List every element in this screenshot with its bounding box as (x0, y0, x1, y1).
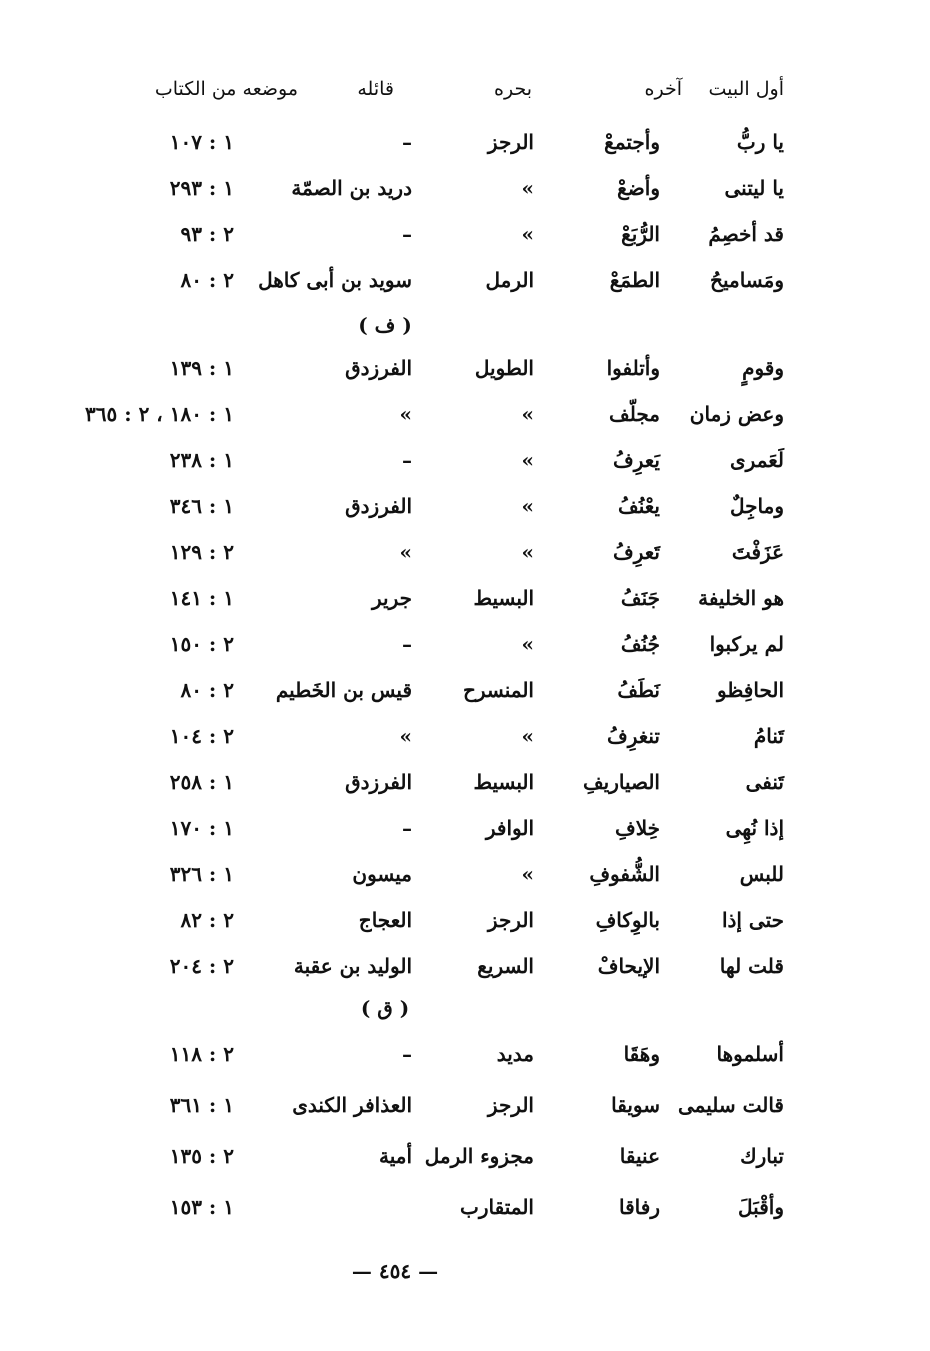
index-row (0, 856, 930, 892)
index-row (0, 580, 930, 616)
verse-meter: » (521, 402, 534, 426)
verse-first-word: تبارك (740, 1144, 784, 1168)
index-row (0, 442, 930, 478)
verse-first-word: عَزَفْتَ (731, 540, 784, 564)
verse-poet: » (399, 724, 412, 748)
verse-location: ١ : ٣٤٦ (169, 494, 234, 518)
verse-first-word: للبس (739, 862, 784, 886)
verse-first-word: ومَساميحُ (710, 268, 784, 292)
verse-first-word: لم يركبوا (709, 632, 784, 656)
verse-first-word: لَعَمرى (730, 448, 784, 472)
verse-last-word: رفاقا (619, 1195, 660, 1219)
verse-first-word: وقومٍ (742, 356, 784, 380)
verse-location: ١ : ٢٣٨ (169, 448, 234, 472)
verse-poet: – (402, 816, 412, 840)
verse-location: ٢ : ٨٢ (180, 908, 234, 932)
verse-poet: جرير (372, 586, 412, 610)
index-row (0, 718, 930, 754)
verse-poet: الفرزدق (345, 494, 412, 518)
verse-poet: » (399, 540, 412, 564)
verse-meter: المتقارب (460, 1195, 534, 1219)
verse-poet: العجاج (358, 908, 412, 932)
header-poet: قائله (357, 78, 394, 100)
index-row (0, 262, 930, 298)
header-first: أول البيت (708, 78, 784, 100)
verse-poet: الفرزدق (345, 356, 412, 380)
verse-last-word: سويقا (611, 1093, 660, 1117)
index-row (0, 764, 930, 800)
verse-poet: – (402, 130, 412, 154)
verse-meter: البسيط (473, 586, 534, 610)
verse-first-word: إذا نُهِى (725, 816, 784, 840)
verse-last-word: الطمَعْ (609, 268, 660, 292)
verse-meter: » (521, 176, 534, 200)
verse-meter: الرجز (487, 908, 534, 932)
verse-first-word: قلت لها (719, 954, 784, 978)
verse-meter: » (521, 632, 534, 656)
verse-meter: السريع (477, 954, 534, 978)
verse-last-word: يَعرِفُ (613, 448, 660, 472)
verse-last-word: وأضعْ (617, 176, 660, 200)
verse-meter: الطويل (474, 356, 534, 380)
header-meter: بحره (494, 78, 532, 100)
verse-location: ١ : ٣٢٦ (169, 862, 234, 886)
verse-meter: مجزوء الرمل (424, 1144, 534, 1168)
verse-first-word: وماجِلٌ (730, 494, 784, 518)
verse-meter: الوافر (485, 816, 534, 840)
verse-meter: » (521, 494, 534, 518)
index-row (0, 488, 930, 524)
verse-first-word: وعض زمان (689, 402, 784, 426)
verse-last-word: مجلّف (609, 402, 660, 426)
verse-poet: أمية (378, 1144, 412, 1168)
verse-first-word: قالت سليمى (678, 1093, 784, 1117)
verse-first-word: يا ربُّ (736, 130, 784, 154)
verse-location: ١ : ٢٥٨ (169, 770, 234, 794)
header-last: آخره (644, 78, 682, 100)
verse-meter: » (521, 540, 534, 564)
index-row (0, 396, 930, 432)
verse-poet: » (399, 402, 412, 426)
index-row (0, 1189, 930, 1225)
index-row (0, 216, 930, 252)
verse-poet: قيس بن الخَطيم (275, 678, 412, 702)
verse-poet: – (402, 222, 412, 246)
page-number: — ٤٥٤ — (351, 1259, 439, 1283)
verse-location: ١ : ١٧٠ (169, 816, 234, 840)
index-row (0, 902, 930, 938)
index-row (0, 124, 930, 160)
verse-first-word: تَنامُ (753, 724, 784, 748)
verse-poet: – (402, 632, 412, 656)
verse-first-word: حتى إذا (721, 908, 784, 932)
verse-location: ٢ : ١٣٥ (169, 1144, 234, 1168)
verse-meter: الرجز (487, 1093, 534, 1117)
verse-meter: الرمل (485, 268, 534, 292)
verse-location: ١ : ١٨٠ ، ٢ : ٣٦٥ (85, 402, 234, 426)
verse-meter: الرجز (487, 130, 534, 154)
verse-location: ١ : ٣٦١ (169, 1093, 234, 1117)
verse-poet: الفرزدق (345, 770, 412, 794)
index-row (0, 1087, 930, 1123)
verse-last-word: الرُّبَعْ (621, 222, 660, 246)
verse-meter: » (521, 448, 534, 472)
verse-location: ١ : ١٤١ (169, 586, 234, 610)
index-row (0, 948, 930, 984)
index-row (0, 626, 930, 662)
index-row (0, 1036, 930, 1072)
section-heading-qaf: ( ق ) (360, 996, 410, 1020)
verse-meter: » (521, 724, 534, 748)
verse-poet: دريد بن الصمّة (291, 176, 412, 200)
verse-meter: » (521, 862, 534, 886)
verse-location: ١ : ٢٩٣ (169, 176, 234, 200)
verse-last-word: تنغرِفُ (606, 724, 660, 748)
verse-location: ٢ : ١٠٤ (169, 724, 234, 748)
verse-meter: » (521, 222, 534, 246)
verse-last-word: نَطَفُ (617, 678, 660, 702)
verse-location: ٢ : ١٥٠ (169, 632, 234, 656)
header-location: موضعه من الكتاب (154, 78, 298, 100)
index-row (0, 1138, 930, 1174)
verse-location: ٢ : ٢٠٤ (169, 954, 234, 978)
verse-first-word: تَنفى (745, 770, 784, 794)
verse-first-word: الحافِظو (717, 678, 784, 702)
verse-last-word: جُنُفُ (620, 632, 660, 656)
verse-poet: الوليد بن عقبة (293, 954, 412, 978)
verse-last-word: الإيحافْ (597, 954, 660, 978)
verse-location: ٢ : ١١٨ (169, 1042, 234, 1066)
index-row (0, 170, 930, 206)
index-row (0, 810, 930, 846)
verse-last-word: وأتلفوا (606, 356, 660, 380)
index-row (0, 534, 930, 570)
verse-location: ٢ : ٩٣ (180, 222, 234, 246)
verse-location: ١ : ١٣٩ (169, 356, 234, 380)
verse-last-word: وأجتمعْ (604, 130, 660, 154)
verse-last-word: الصياريفِ (582, 770, 660, 794)
verse-location: ١ : ١٥٣ (169, 1195, 234, 1219)
verse-first-word: وأقْبَلَ (738, 1195, 784, 1219)
verse-last-word: يعْنُفُ (618, 494, 660, 518)
verse-meter: مديد (496, 1042, 534, 1066)
verse-meter: المنسرح (462, 678, 534, 702)
index-row (0, 672, 930, 708)
verse-location: ١ : ١٠٧ (169, 130, 234, 154)
verse-last-word: جَنَفُ (620, 586, 660, 610)
verse-last-word: تَعرِفُ (613, 540, 660, 564)
verse-poet: العذافر الكندى (292, 1093, 412, 1117)
verse-first-word: يا ليتنى (724, 176, 784, 200)
verse-poet: سويد بن أبى كاهل (258, 268, 412, 292)
verse-poet: – (402, 1042, 412, 1066)
verse-last-word: عنيقا (619, 1144, 660, 1168)
index-row (0, 350, 930, 386)
verse-first-word: أسلموها (716, 1042, 784, 1066)
verse-first-word: هو الخليفة (698, 586, 784, 610)
verse-last-word: خِلافِ (614, 816, 660, 840)
verse-location: ٢ : ٨٠ (180, 678, 234, 702)
verse-location: ٢ : ٨٠ (180, 268, 234, 292)
verse-location: ٢ : ١٢٩ (169, 540, 234, 564)
section-heading-fa: ( ف ) (358, 313, 412, 337)
verse-last-word: وهَقَا (623, 1042, 660, 1066)
verse-first-word: قد أخصِمُ (708, 222, 784, 246)
verse-last-word: بالوِكافِ (595, 908, 660, 932)
verse-meter: البسيط (473, 770, 534, 794)
verse-poet: ميسون (352, 862, 412, 886)
verse-poet: – (402, 448, 412, 472)
verse-last-word: الشُّفوفِ (589, 862, 660, 886)
